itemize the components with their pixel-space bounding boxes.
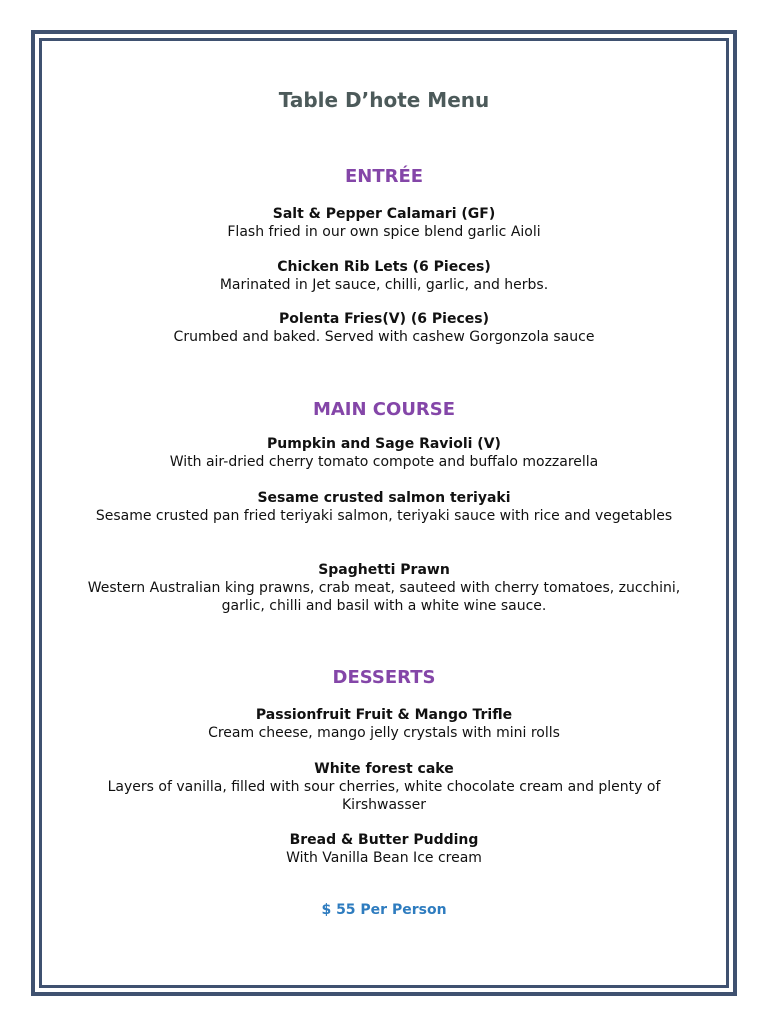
dish-name: Chicken Rib Lets (6 Pieces) (277, 259, 491, 275)
dish-item (79, 561, 689, 615)
menu-page (39, 38, 729, 988)
dish-description: Layers of vanilla, filled with sour cherries, white chocolate cream and plenty of Kirshwasser (107, 779, 661, 813)
dish-item (79, 489, 689, 525)
dish-description: Flash fried in our own spice blend garlic Aioli (227, 224, 541, 240)
dish-item (79, 258, 689, 294)
dish-name: Sesame crusted salmon teriyaki (257, 490, 511, 506)
dish-name: Spaghetti Prawn (318, 562, 450, 578)
dish-name: Pumpkin and Sage Ravioli (V) (267, 436, 501, 452)
dish-name: White forest cake (314, 761, 454, 777)
menu-title: Table D’hote Menu (278, 88, 490, 112)
section-heading-desserts: DESSERTS (332, 667, 436, 688)
section-heading-entree: ENTRÉE (344, 166, 424, 187)
dish-item (79, 435, 689, 471)
dish-item (79, 706, 689, 742)
dish-description: Marinated in Jet sauce, chilli, garlic, and herbs. (219, 277, 549, 293)
dish-item (79, 760, 689, 814)
dish-name: Bread & Butter Pudding (289, 832, 479, 848)
dish-name: Salt & Pepper Calamari (GF) (272, 206, 496, 222)
dish-description: With Vanilla Bean Ice cream (286, 850, 482, 866)
dish-name: Passionfruit Fruit & Mango Trifle (255, 707, 513, 723)
section-heading-main-course: MAIN COURSE (312, 399, 456, 420)
dish-description: With air-dried cherry tomato compote and buffalo mozzarella (169, 454, 599, 470)
price-per-person: $ 55 Per Person (321, 902, 447, 918)
dish-item (79, 205, 689, 241)
dish-description: Sesame crusted pan fried teriyaki salmon, teriyaki sauce with rice and vegetables (95, 508, 673, 524)
dish-description: Cream cheese, mango jelly crystals with mini rolls (208, 725, 560, 741)
dish-description: Western Australian king prawns, crab meat, sauteed with cherry tomatoes, zucchini, garlic, chilli and basil with a white wine sauce. (87, 580, 681, 614)
dish-name: Polenta Fries(V) (6 Pieces) (279, 311, 489, 327)
dish-item (79, 310, 689, 346)
dish-item (79, 831, 689, 867)
dish-description: Crumbed and baked. Served with cashew Gorgonzola sauce (173, 329, 595, 345)
